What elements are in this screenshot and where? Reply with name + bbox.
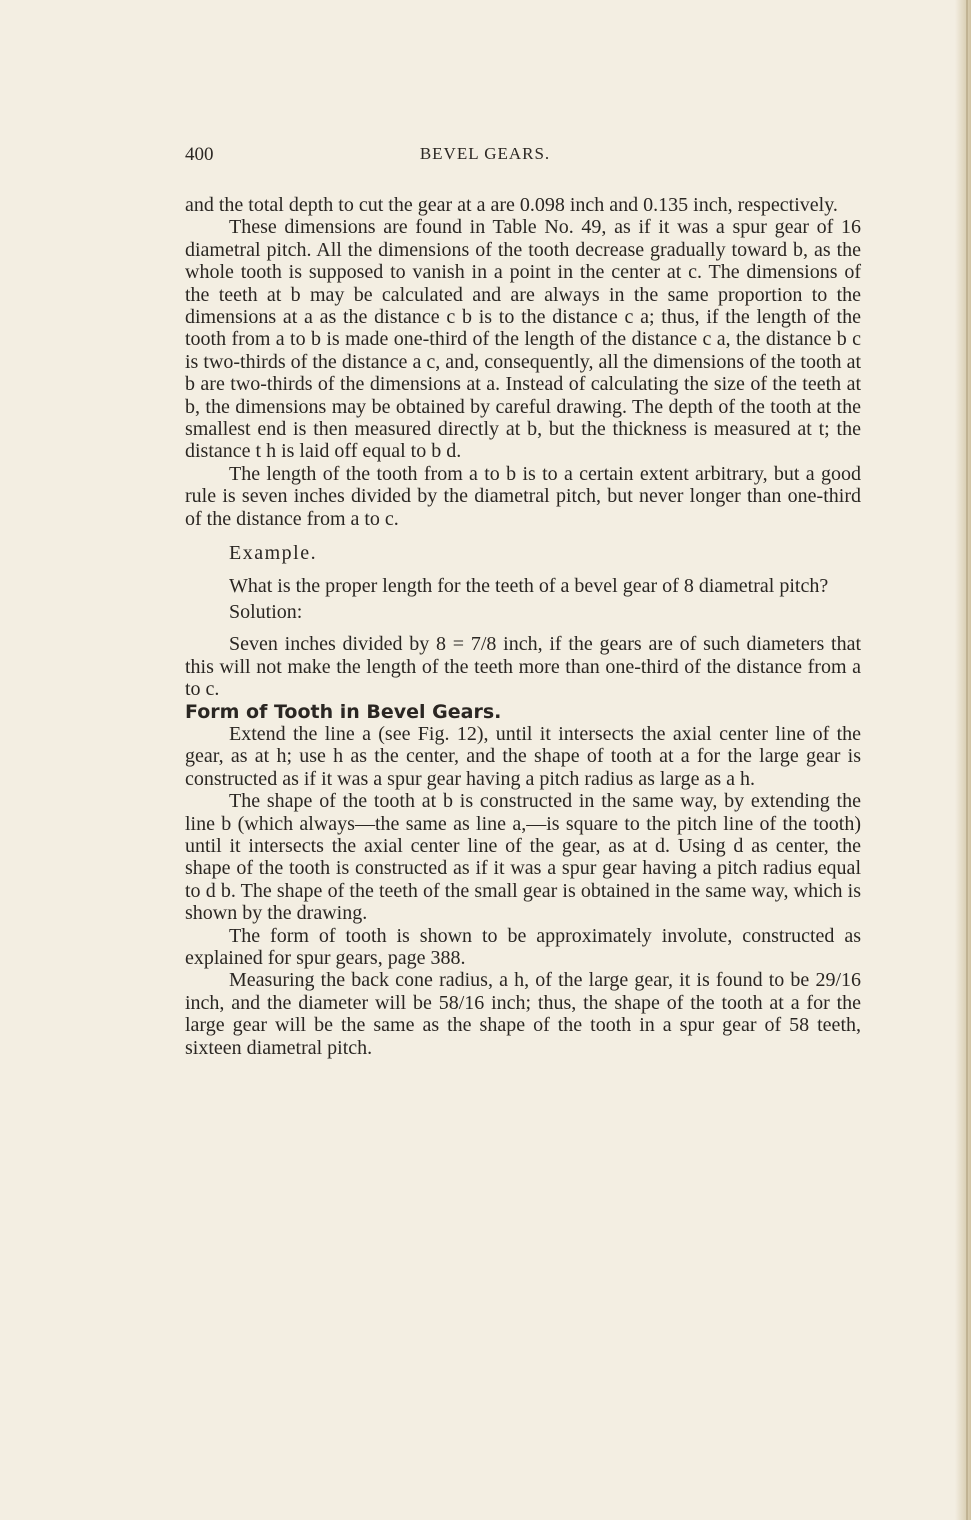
paragraph-extend-line: Extend the line a (see Fig. 12), until it intersects the axial center line of the gear, as at h; use h as the center, and the shape of tooth at a for the large gear is constructed as if it was a spur gear having a pitch radius as large as a h. <box>185 722 861 790</box>
example-label: Example. <box>229 542 318 565</box>
running-head: BEVEL GEARS. <box>419 144 551 163</box>
page-edge-line <box>966 0 968 1520</box>
page-number: 400 <box>185 144 214 165</box>
solution-text: Seven inches divided by 8 = 7/8 inch, if the gears are of such diameters that this will not make the length of the teeth more than one-third of the distance from a to c. <box>185 633 861 701</box>
paragraph-continuation: and the total depth to cut the gear at a are 0.098 inch and 0.135 inch, respectively. <box>185 194 838 216</box>
page-body <box>185 194 861 1059</box>
page-edge-shadow <box>955 0 971 1520</box>
paragraph-shape-at-b: The shape of the tooth at b is constructed in the same way, by extending the line b (which always—the same as line a,—is square to the pitch line of the tooth) until it intersects the axial center line of the gear, as at d. Using d as center, the shape of the tooth is constructed as if it was a spur gear having a pitch radius equal to d b. The shape of the teeth of the small gear is obtained in the same way, which is shown by the drawing. <box>185 790 861 925</box>
page-header <box>185 144 861 168</box>
solution-label: Solution: <box>229 600 303 623</box>
paragraph-tooth-length: The length of the tooth from a to b is to a certain extent arbitrary, but a good rule is seven inches divided by the diametral pitch, but never longer than one-third of the distance from a to c. <box>185 462 861 530</box>
section-heading: Form of Tooth in Bevel Gears. <box>185 700 502 723</box>
paragraph-back-cone: Measuring the back cone radius, a h, of the large gear, it is found to be 29/16 inch, and the diameter will be 58/16 inch; thus, the shape of the tooth at a for the large gear will be the same as the shape of the tooth in a spur gear of 58 teeth, sixteen diametral pitch. <box>185 969 861 1059</box>
paragraph-involute: The form of tooth is shown to be approximately involute, constructed as explained for spur gears, page 388. <box>185 924 861 969</box>
example-question: What is the proper length for the teeth of a bevel gear of 8 diametral pitch? <box>229 574 829 597</box>
paragraph-dimensions: These dimensions are found in Table No. 49, as if it was a spur gear of 16 diametral pitch. All the dimensions of the tooth decrease gradually toward b, as the whole tooth is supposed to vanish in a point in the center at c. The dimensions of the teeth at b may be calculated and are always in the same proportion to the dimensions at a as the distance c b is to the distance c a; thus, if the length of the tooth from a to b is made one-third of the length of the distance c a, the distance b c is two-thirds of the distance a c, and, consequently, all the dimensions of the tooth at b are two-thirds of the dimensions at a. Instead of calculating the size of the teeth at b, the dimensions may be obtained by careful drawing. The depth of the tooth at the smallest end is then measured directly at b, but the thickness is measured at t; the distance t h is laid off equal to b d. <box>185 216 861 463</box>
